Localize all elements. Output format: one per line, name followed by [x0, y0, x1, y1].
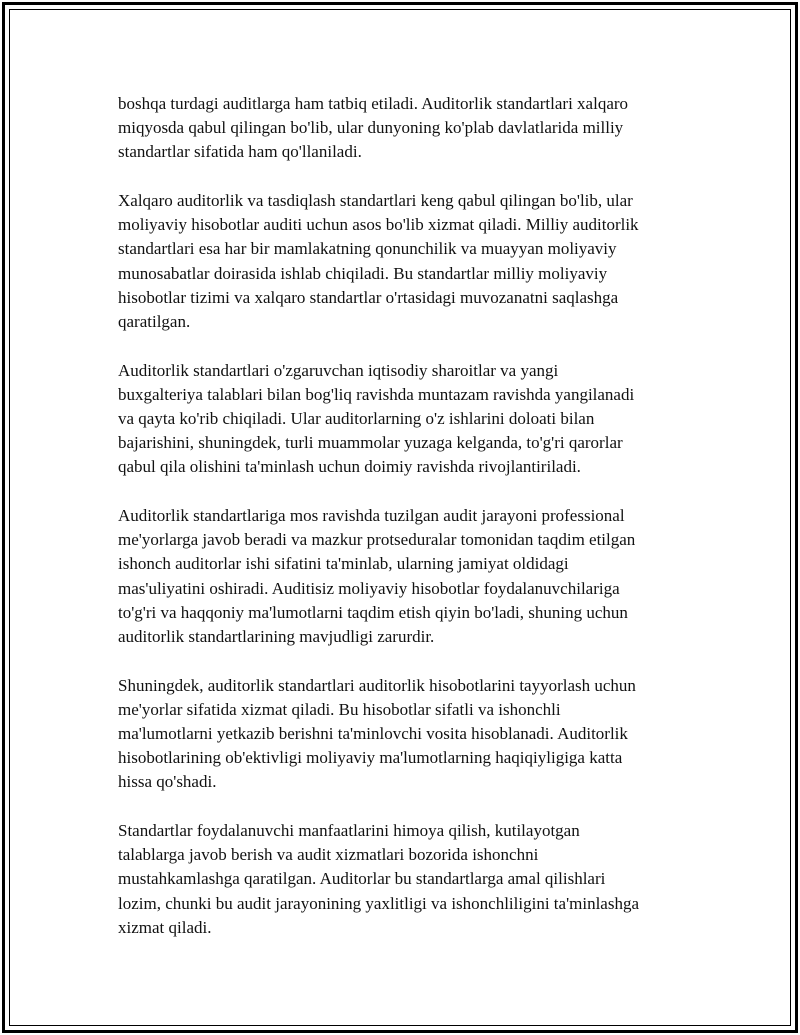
text-line: mustahkamlashga qaratilgan. Auditorlar bu standartlarga amal qilishlari: [118, 869, 606, 889]
text-line: lozim, chunki bu audit jarayonining yaxlitligi va ishonchliligini ta'minlashga: [118, 893, 640, 913]
text-line: ma'lumotlarni yetkazib berishni ta'minlovchi vosita hisoblanadi. Auditorlik: [118, 724, 628, 744]
text-line: munosabatlar doirasida ishlab chiqiladi. Bu standartlar milliy moliyaviy: [118, 263, 608, 283]
text-line: me'yorlarga javob beradi va mazkur protseduralar tomonidan taqdim etilgan: [118, 530, 636, 550]
text-line: hisobotlarining ob'ektivligi moliyaviy ma'lumotlarning haqiqiyligiga katta: [118, 748, 623, 768]
text-line: Shuningdek, auditorlik standartlari auditorlik hisobotlarini tayyorlash uchun: [118, 675, 636, 695]
text-line: Xalqaro auditorlik va tasdiqlash standartlari keng qabul qilingan bo'lib, ular: [118, 191, 633, 210]
text-line: qabul qila olishini ta'minlash uchun doimiy ravishda rivojlantiriladi.: [118, 457, 581, 477]
text-line: standartlar sifatida ham qo'llaniladi.: [118, 142, 362, 162]
text-line: xizmat qiladi.: [118, 917, 212, 937]
paragraph: [118, 504, 718, 649]
paragraph: [118, 674, 718, 795]
text-line: Auditorlik standartlari o'zgaruvchan iqtisodiy sharoitlar va yangi: [118, 360, 559, 380]
paragraph: [118, 92, 718, 165]
text-line: boshqa turdagi auditlarga ham tatbiq etiladi. Auditorlik standartlari xalqaro: [118, 94, 629, 113]
paragraph: [118, 189, 718, 334]
text-line: mas'uliyatini oshiradi. Auditisiz moliyaviy hisobotlar foydalanuvchilariga: [118, 578, 620, 598]
text-line: to'g'ri va haqqoniy ma'lumotlarni taqdim etish qiyin bo'ladi, shuning uchun: [118, 602, 628, 622]
text-line: auditorlik standartlarining mavjudligi zarurdir.: [118, 627, 435, 647]
text-line: miqyosda qabul qilingan bo'lib, ular dunyoning ko'plab davlatlarida milliy: [118, 118, 624, 138]
text-line: va qayta ko'rib chiqiladi. Ular auditorlarning o'z ishlarini doloati bilan: [118, 409, 595, 429]
text-line: me'yorlar sifatida xizmat qiladi. Bu hisobotlar sifatli va ishonchli: [118, 699, 561, 719]
text-line: standartlari esa har bir mamlakatning qonunchilik va muayyan moliyaviy: [118, 239, 617, 259]
text-line: hissa qo'shadi.: [118, 772, 217, 792]
text-line: talablarga javob berish va audit xizmatlari bozorida ishonchni: [118, 845, 539, 865]
text-line: hisobotlar tizimi va xalqaro standartlar o'rtasidagi muvozanatni saqlashga: [118, 287, 619, 307]
paragraph: [118, 819, 718, 940]
text-line: Auditorlik standartlariga mos ravishda tuzilgan audit jarayoni professional: [118, 506, 625, 526]
text-line: ishonch auditorlar ishi sifatini ta'minlab, ularning jamiyat oldidagi: [118, 554, 569, 574]
paragraph: [118, 359, 718, 480]
text-line: qaratilgan.: [118, 312, 191, 332]
document-body: [118, 92, 718, 964]
text-line: bajarishini, shuningdek, turli muammolar yuzaga kelganda, to'g'ri qarorlar: [118, 433, 623, 453]
text-line: moliyaviy hisobotlar auditi uchun asos bo'lib xizmat qiladi. Milliy auditorlik: [118, 215, 639, 235]
text-line: buxgalteriya talablari bilan bog'liq ravishda muntazam ravishda yangilanadi: [118, 384, 635, 404]
text-line: Standartlar foydalanuvchi manfaatlarini himoya qilish, kutilayotgan: [118, 821, 580, 841]
